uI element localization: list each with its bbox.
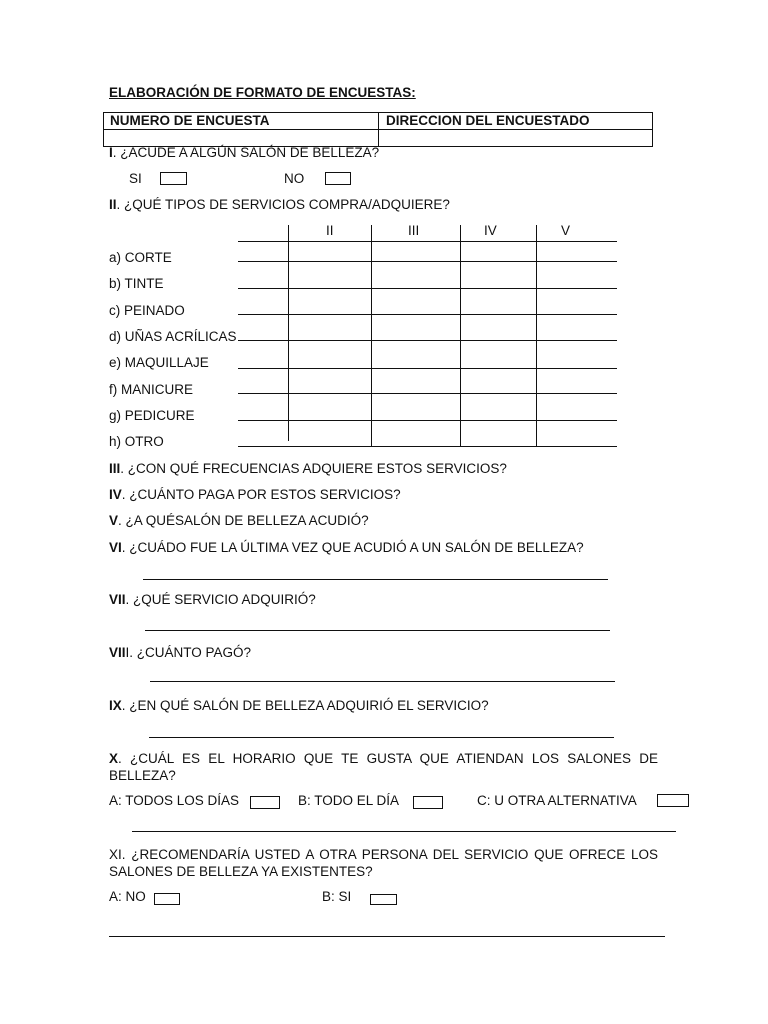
question-9: IX. ¿EN QUÉ SALÓN DE BELLEZA ADQUIRIÓ EL SERVICIO? — [109, 698, 489, 713]
form-title: ELABORACIÓN DE FORMATO DE ENCUESTAS: — [109, 85, 416, 100]
header-survey-number: NUMERO DE ENCUESTA — [110, 113, 270, 128]
grid-line — [238, 393, 617, 394]
checkbox-no[interactable] — [154, 893, 180, 905]
grid-line — [238, 261, 617, 262]
header-respondent-address: DIRECCION DEL ENCUESTADO — [386, 113, 590, 128]
grid-col-header: V — [561, 223, 571, 238]
grid-row-label: h) OTRO — [109, 434, 164, 449]
grid-line — [371, 225, 372, 447]
grid-line — [536, 225, 537, 447]
option-b-label: B: TODO EL DÍA — [298, 793, 400, 808]
grid-col-header: II — [326, 223, 334, 238]
answer-line-11[interactable] — [109, 936, 665, 937]
checkbox-no[interactable] — [325, 172, 351, 185]
checkbox-si[interactable] — [160, 172, 187, 185]
grid-row-label: a) CORTE — [109, 250, 172, 265]
option-si-label: SI — [129, 171, 142, 186]
question-11: XI. ¿RECOMENDARÍA USTED A OTRA PERSONA DEL SERVICIO QUE OFRECE LOS SALONES DE BELLEZA YA EXISTENTES? — [109, 847, 658, 879]
grid-line — [460, 225, 461, 447]
grid-line — [238, 241, 617, 242]
answer-line-6[interactable] — [143, 579, 608, 580]
table-divider — [104, 129, 652, 130]
option-a-label: A: NO — [109, 889, 146, 904]
grid-line — [238, 368, 617, 369]
grid-row-label: g) PEDICURE — [109, 408, 195, 423]
grid-line — [238, 420, 617, 421]
answer-line-8[interactable] — [150, 681, 615, 682]
question-1: I. ¿ACUDE A ALGÚN SALÓN DE BELLEZA? — [109, 145, 380, 160]
grid-row-label: f) MANICURE — [109, 382, 193, 397]
grid-col-header: III — [408, 223, 420, 238]
question-5: V. ¿A QUÉSALÓN DE BELLEZA ACUDIÓ? — [109, 513, 369, 528]
answer-line-7[interactable] — [145, 630, 610, 631]
question-3: III. ¿CON QUÉ FRECUENCIAS ADQUIERE ESTOS SERVICIOS? — [109, 461, 507, 476]
grid-row-label: d) UÑAS ACRÍLICAS — [109, 329, 237, 344]
grid-line — [238, 446, 617, 447]
grid-line — [238, 340, 617, 341]
grid-line — [288, 225, 289, 441]
answer-line-10[interactable] — [132, 831, 676, 832]
question-4: IV. ¿CUÁNTO PAGA POR ESTOS SERVICIOS? — [109, 487, 401, 502]
option-c-label: C: U OTRA ALTERNATIVA — [477, 793, 637, 808]
checkbox-si[interactable] — [370, 894, 397, 905]
question-8: VIII. ¿CUÁNTO PAGÓ? — [109, 645, 252, 660]
option-a-label: A: TODOS LOS DÍAS — [109, 793, 240, 808]
grid-col-header: IV — [484, 223, 497, 238]
question-10: X. ¿CUÁL ES EL HORARIO QUE TE GUSTA QUE ATIENDAN LOS SALONES DE BELLEZA? — [109, 751, 658, 783]
grid-line — [238, 314, 617, 315]
header-table — [103, 112, 653, 147]
option-no-label: NO — [284, 171, 305, 186]
question-7: VII. ¿QUÉ SERVICIO ADQUIRIÓ? — [109, 592, 316, 607]
grid-row-label: b) TINTE — [109, 276, 164, 291]
grid-row-label: e) MAQUILLAJE — [109, 355, 209, 370]
checkbox-todos-los-dias[interactable] — [250, 796, 280, 809]
grid-line — [238, 288, 617, 289]
option-b-label: B: SI — [322, 889, 352, 904]
question-2: II. ¿QUÉ TIPOS DE SERVICIOS COMPRA/ADQUIERE? — [109, 197, 450, 212]
checkbox-todo-el-dia[interactable] — [413, 796, 443, 809]
grid-row-label: c) PEINADO — [109, 303, 185, 318]
answer-line-9[interactable] — [149, 737, 614, 738]
checkbox-otra-alternativa[interactable] — [657, 794, 689, 807]
question-6: VI. ¿CUÁDO FUE LA ÚLTIMA VEZ QUE ACUDIÓ A UN SALÓN DE BELLEZA? — [109, 540, 584, 555]
